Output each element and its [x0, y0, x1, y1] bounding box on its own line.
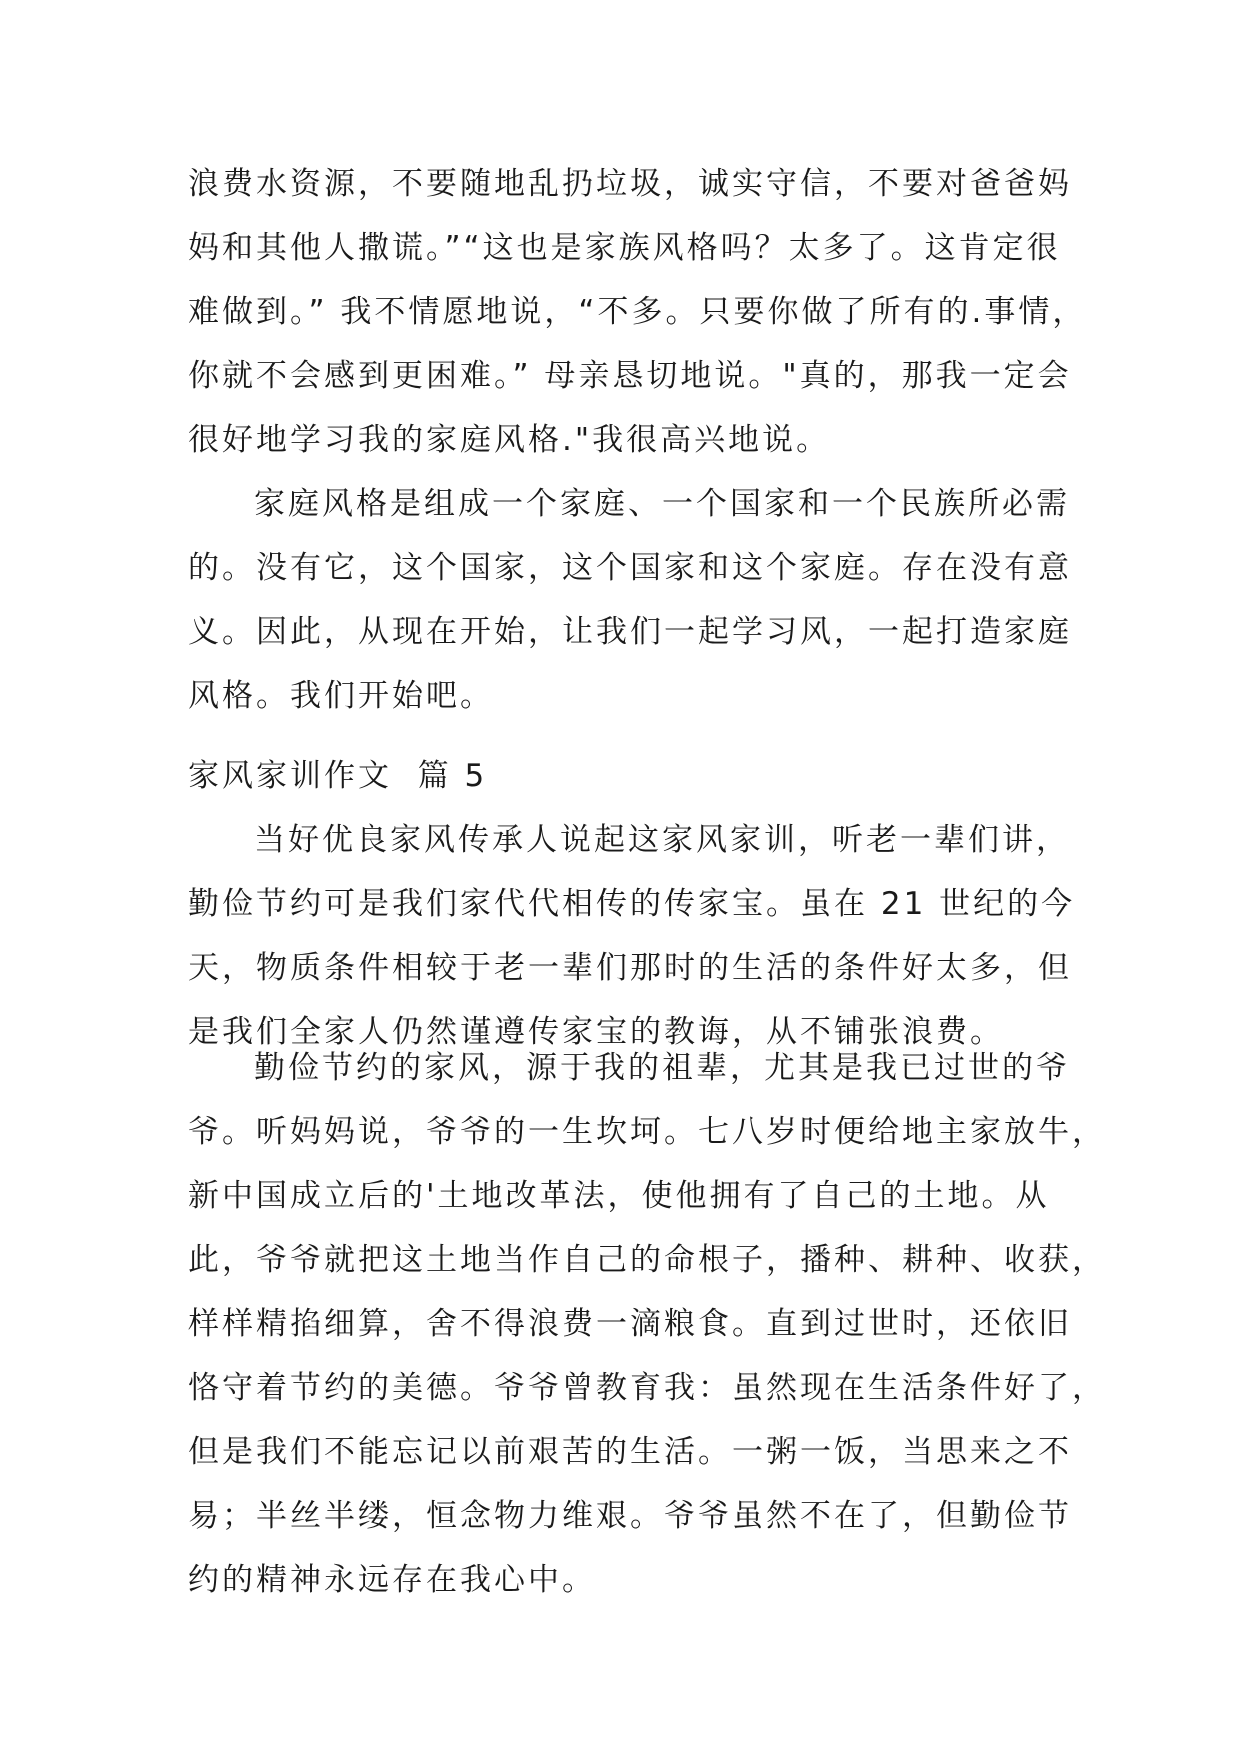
paragraph-3-line-4: 是我们全家人仍然谨遵传家宝的教诲，从不铺张浪费。	[188, 1014, 1004, 1050]
paragraph-2-line-1: 家庭风格是组成一个家庭、一个国家和一个民族所必需	[254, 486, 1070, 522]
section-heading-text: 家风家训作文 篇 5	[188, 758, 488, 794]
paragraph-1-line-2: 妈和其他人撒谎。”“这也是家族风格吗？太多了。这肯定很	[188, 230, 1061, 266]
paragraph-1	[188, 152, 1087, 472]
paragraph-1-line-1: 浪费水资源，不要随地乱扔垃圾，诚实守信，不要对爸爸妈	[188, 166, 1072, 202]
paragraph-3	[188, 808, 1076, 1064]
paragraph-4-line-1: 勤俭节约的家风，源于我的祖辈，尤其是我已过世的爷	[254, 1050, 1070, 1086]
paragraph-4-line-7: 但是我们不能忘记以前艰苦的生活。一粥一饭，当思来之不	[188, 1434, 1072, 1470]
paragraph-3-line-1: 当好优良家风传承人说起这家风家训，听老一辈们讲，	[254, 822, 1070, 858]
paragraph-1-line-4: 你就不会感到更困难。” 母亲恳切地说。"真的，那我一定会	[188, 358, 1072, 394]
paragraph-4	[188, 1036, 1106, 1612]
paragraph-2-line-2: 的。没有它，这个国家，这个国家和这个家庭。存在没有意	[188, 550, 1072, 586]
section-heading	[188, 744, 1068, 808]
paragraph-4-line-2: 爷。听妈妈说，爷爷的一生坎坷。七八岁时便给地主家放牛，	[188, 1114, 1106, 1150]
paragraph-2	[188, 472, 1072, 728]
paragraph-3-line-3: 天，物质条件相较于老一辈们那时的生活的条件好太多，但	[188, 950, 1072, 986]
paragraph-2-line-3: 义。因此，从现在开始，让我们一起学习风，一起打造家庭	[188, 614, 1072, 650]
paragraph-1-line-5: 很好地学习我的家庭风格."我很高兴地说。	[188, 422, 831, 458]
paragraph-4-line-5: 样样精掐细算，舍不得浪费一滴粮食。直到过世时，还依旧	[188, 1306, 1072, 1342]
paragraph-4-line-4: 此，爷爷就把这土地当作自己的命根子，播种、耕种、收获，	[188, 1242, 1106, 1278]
paragraph-4-line-6: 恪守着节约的美德。爷爷曾教育我：虽然现在生活条件好了，	[188, 1370, 1106, 1406]
paragraph-3-line-2: 勤俭节约可是我们家代代相传的传家宝。虽在 21 世纪的今	[188, 886, 1076, 922]
paragraph-4-line-9: 约的精神永远存在我心中。	[188, 1562, 596, 1598]
paragraph-4-line-3: 新中国成立后的'土地改革法，使他拥有了自己的土地。从	[188, 1178, 1050, 1214]
paragraph-2-line-4: 风格。我们开始吧。	[188, 678, 494, 714]
paragraph-4-line-8: 易；半丝半缕，恒念物力维艰。爷爷虽然不在了，但勤俭节	[188, 1498, 1072, 1534]
paragraph-1-line-3: 难做到。” 我不情愿地说，“不多。只要你做了所有的.事情，	[188, 294, 1087, 330]
